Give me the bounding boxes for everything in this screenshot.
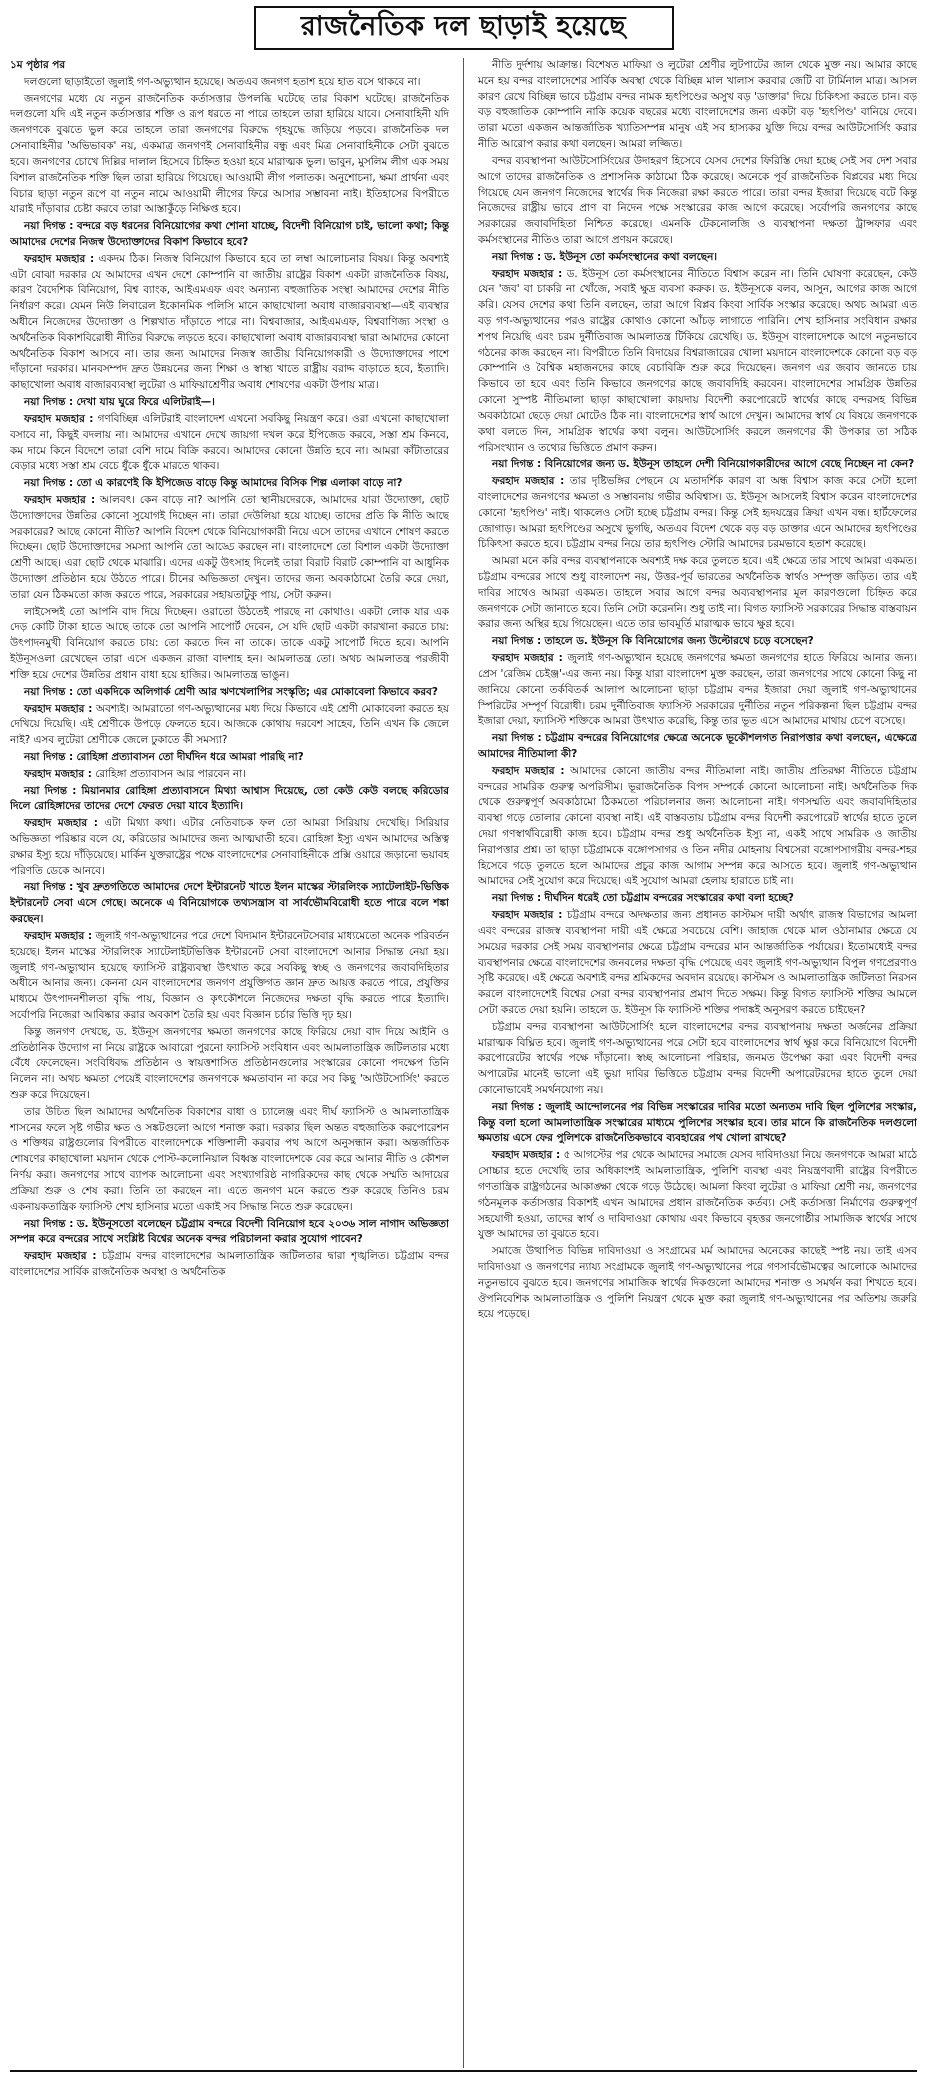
interviewee-label: ফরহাদ মজহার : <box>492 475 565 488</box>
paragraph-text: আমরা মনে করি বন্দর ব্যবস্থাপনাকে অবশ্যই দক্ষ করে তুলতে হবে। এই ক্ষেত্রে তার সাথে আমরা একমত। চট্টগ্রাম বন্দরের সাথে শুধু বাংলাদেশ নয়, উত্তর-পূর্ব ভারতের অর্থনৈতিক স্বার্থও সম্পৃক্ত জড়িত। তার এই দাবির সাথেও আমরা একমত। তাহলে সবার আগে বন্দর অব্যবস্থাপনার মূল কারণগুলো চিহ্নিত করে জনগণকে সেটা জানাতে হবে। তিনি সেটা করেননি। শুধু তাই না। বিগত ফ্যাসিস্ট সরকারের সিদ্ধান্ত বাস্তবায়ন করার জন্য অস্থির হয়ে গিয়েছেন। এতে তার ভাবমূর্তি মারাত্মক ভাবে ক্ষুণ্ণ হবে। <box>478 555 917 631</box>
interviewer-label: নয়া দিগন্ত : <box>24 881 74 894</box>
body-paragraph <box>10 92 449 219</box>
paragraph-text: চট্টগ্রাম বন্দর ব্যবস্থাপনা আউটসোর্সিং হলে বাংলাদেশের বন্দর ব্যবস্থাপনায় দক্ষতা অর্জনের প্রক্রিয়া মারাত্মক বিঘ্নিত হবে। জুলাই গণ-অভ্যুত্থানের পরে সেটা হবে বাংলাদেশের স্বার্থ ক্ষুণ্ণ করে বিনিয়োগে বিদেশী করপোরেটের স্বার্থের পক্ষে দাঁড়ানো। স্বচ্ছ আলোচনা পরিহার, জনমত উপেক্ষা করা এবং বিদেশী বন্দর অপারেটর মানেই ভালো এই ভুয়া দাবির ভিত্তিতে চট্টগ্রাম বন্দর বিদেশী অপারেটরদের হাতে তুলে দেয়া কোনোভাবেই সমর্থনযোগ্য নয়। <box>478 1020 917 1096</box>
interviewee-label: ফরহাদ মজহার : <box>24 252 95 265</box>
answer-paragraph <box>10 412 449 475</box>
body-paragraph <box>10 605 449 684</box>
body-paragraph <box>478 1020 917 1099</box>
paragraph-text: দীর্ঘদিন ধরেই তো চট্টগ্রাম বন্দরের সংস্কারের কথা বলা হচ্ছে? <box>544 892 794 905</box>
column-divider <box>463 58 464 2068</box>
interviewer-label: নয়া দিগন্ত : <box>492 635 542 648</box>
interviewee-label: ফরহাদ মজহার : <box>24 702 93 715</box>
interviewer-label: নয়া দিগন্ত : <box>24 784 77 797</box>
interviewee-label: ফরহাদ মজহার : <box>492 1149 561 1162</box>
interviewer-label: নয়া দিগন্ত : <box>24 1217 74 1230</box>
headline-box <box>254 6 674 50</box>
interviewer-label: নয়া দিগন্ত : <box>24 750 74 763</box>
question-paragraph <box>10 1217 449 1249</box>
paragraph-text: খুব দ্রুতগতিতে আমাদের দেশে ইন্টারনেট খাতে ইলন মাস্কের স্টারলিংক স্যাটেলাইট-ভিত্তিক ইন্টারনেট সেবা এসে গেছে। অনেকে এ বিনিয়োগকে তথ্যসন্ত্রাস বা সার্বভৌমবিরোধী হতে পারে বলে শঙ্কা করছেন। <box>10 881 449 926</box>
paragraph-text: লাইসেন্সই তো আপনি বাদ দিয়ে দিচ্ছেন। ওরাতো উঠতেই পারছে না কোথাও। একটা লোক যার এক দেড় কোটি টাকা হাতে আছে তাকে তো আপনি সাপোর্ট দেবেন, সে যদি ছোট একটা কারখানা করতে চায়: উৎপাদনমুখী বিনিয়োগ করতে চায়: তো করতে দিন না তাকে। তাকে একটু সাপোর্ট দিতে হবে। আপনি ইউনূসওলা রেখেছেন তারা এসে একজন রাজা বাদশাহ হন। আমলাতন্ত্র তো। অথচ আমলাতন্ত্র পরজীবী শক্তি হয়ে দেশের উন্নতির প্রধান বাধা হয়ে হাজির। আমলাতন্ত্র ভাঙুন। <box>10 605 449 681</box>
interviewee-label: ফরহাদ মজহার : <box>492 652 563 665</box>
paragraph-text: গণবিচ্ছিন্ন এলিটরাই বাংলাদেশ এখনো সবকিছু নিয়ন্ত্রণ করে। ওরা এখনো কাছাখোলা বসাবে না, কিছুই বদলায় না। আমাদের এখানে দেখে জায়গা দখল করে ইপিজেড করবে, সস্তা শ্রম কিনবে, কম দামে কিনে বিদেশে তারা বেশি দামে বিক্রি করবে। আমাদের কোনো উন্নতি হবে না। আমরা কাঁটাতারের বেড়ার মধ্যে সস্তা শ্রম বেচে ধুঁকে ধুঁকে মারতে থাকব। <box>10 412 449 473</box>
interviewee-label: ফরহাদ মজহার : <box>24 1250 97 1263</box>
paragraph-text: তো এ কারণেই কি ইপিজেড বাড়ে কিন্তু আমাদের বিসিক শিল্প এলাকা বাড়ে না? <box>76 477 403 490</box>
answer-paragraph <box>478 908 917 1019</box>
body-paragraph <box>10 75 449 91</box>
paragraph-text: ৫ আগস্টের পর থেকে আমাদের সমাজে যেসব দাবিদাওয়া নিয়ে জনগণকে আমরা মাঠে সোচ্চার হতে দেখেছি তার অধিকাংশই আমলাতান্ত্রিক, পুলিশি ব্যবস্থা এবং নিয়ন্ত্রণবাদী রাষ্ট্রের বিপরীতে গণতান্ত্রিক রাষ্ট্রগঠনের আকাঙ্ক্ষা থেকে গড়ে উঠেছে। আমলা কিংবা লুটেরা ও মাফিয়া শ্রেণী নয়, জনগণের গঠনমূলক কর্তাসত্তার বিকাশই এখন আমাদের প্রধান রাজনৈতিক কর্তব্য। সেই কর্তাসত্তা নির্মাণের গুরুত্বপূর্ণ সহযোগী হওয়া, তাদের স্বার্থ ও দাবিদাওয়া কোথায় এবং কিভাবে বৃহত্তর জনগোষ্ঠীর সামাজিক স্বার্থের সাথে যুক্ত আমাদের তা বুঝতে হবে। <box>478 1149 917 1241</box>
paragraph-text: আমাদের কোনো জাতীয় বন্দর নীতিমালা নাই। জাতীয় প্রতিরক্ষা নীতিতে চট্টগ্রাম বন্দরের সামরিক গুরুত্ব অপরিসীম। ভূরাজনৈতিক বিপদ সম্পর্কে কোনো আলোচনা নাই। অর্থনৈতিক দিক থেকে গুরুত্বপূর্ণ অবকাঠামো ঠিকমতো পরিচালনার জন্য আলোচনা নাই। গণসম্মতি এবং জবাবদিহিতার ব্যবস্থা গড়ে তোলার কোনো ব্যবস্থা নাই। এই বাস্তবতায় চট্টগ্রাম বন্দর বিদেশী করপোরেট স্বার্থের হাতে তুলে দেয়া গণস্বার্থবিরোধী কাজ হবে। চট্টগ্রাম বন্দর শুধু অর্থনৈতিক ইস্যু না, একই সাথে সামরিক ও জাতীয় নিরাপত্তার প্রশ্ন। তা ছাড়া চট্টগ্রামকে বঙ্গোপসাগর ও তিন নদীর মোহনায় বিশ্বসেরা বঙ্গোপসাগরীয় বন্দর-শহর হিসেবে গড়ে তুলতে হলে আমাদের প্রচুর কাজ আগাম সম্পন্ন করে আসতে হবে। জুলাই গণ-অভ্যুত্থান আমাদের সেই সুযোগ করে দিয়েছে। এই সুযোগ আমরা হেলায় হারাতে চাই না। <box>478 764 917 888</box>
interviewer-label: নয়া দিগন্ত : <box>24 685 74 698</box>
interviewer-label: নয়া দিগন্ত : <box>492 250 542 263</box>
paragraph-text: রোহিঙ্গা প্রত্যাবাসন তো দীর্ঘদিন ধরে আমরা পারছি না? <box>76 750 304 763</box>
left-column <box>10 58 449 2068</box>
body-paragraph <box>10 1105 449 1216</box>
paragraph-text: দেখা যায় ঘুরে ফিরে এলিটরাই—। <box>76 396 215 409</box>
question-paragraph <box>10 880 449 927</box>
paragraph-text: জুলাই আন্দোলনের পর বিভিন্ন সংস্কারের দাবির মতো অন্যতম দাবি ছিল পুলিশের সংস্কার, কিন্তু বলা হলো আমলাতান্ত্রিক সংস্কারের মাধ্যমে পুলিশের সংস্কার হবে। তার মানে কি রাজনৈতিক দলগুলো ক্ষমতায় এসে ফের পুলিশকে রাজনৈতিকভাবে ব্যবহারের পথ খোলা রাখছে? <box>478 1100 917 1145</box>
question-paragraph <box>478 891 917 907</box>
paragraph-text: তার উচিত ছিল আমাদের অর্থনৈতিক বিকাশের বাধা ও চ্যালেঞ্জ এবং দীর্ঘ ফ্যাসিস্ট ও আমলাতান্ত্রিক শাসনের ফলে সৃষ্ট গভীর ক্ষত ও সঙ্কটগুলো আগে শনাক্ত করা। দরকার ছিল অন্তত বহুজাতিক করপোরেশন ও শক্তিধর রাষ্ট্রগুলোর বিপরীতে বাংলাদেশকে শক্তিশালী করবার পথ আগে অনুসন্ধান করা। অন্তর্জাতিক শোষণের কাছাখোলা ময়দান থেকে পোস্ট-কলোনিয়াল বিধ্বস্ত বাংলাদেশকে বের করে আনার নীতি ও কৌশল নির্ণয় করা। জনগণের সাথে ব্যাপক আলোচনা এবং সংখ্যাগরিষ্ঠ নাগরিকদের কাছ থেকে সম্মতি আদায়ের প্রক্রিয়া শুরু ও শেষ করা। তিনি তা করছেন না। এতে জনগণ মনে করতে শুরু করেছে তিনিও চরম একনায়কতান্ত্রিক ফ্যাসিস্ট শেখ হাসিনার মতো একাই সব সিদ্ধান্ত নিতে শুরু করেছেন। <box>10 1105 449 1213</box>
answer-paragraph <box>10 929 449 1024</box>
question-paragraph <box>478 1100 917 1147</box>
interviewer-label: নয়া দিগন্ত : <box>492 892 542 905</box>
body-paragraph <box>10 1025 449 1104</box>
paragraph-text: মিয়ানমার রোহিঙ্গা প্রত্যাবাসনে মিথ্যা আশ্বাস দিয়েছে, তো কেউ কেউ বলছে করিডোর দিলে রোহিঙ্গাদের তাদের দেশে ফেরত দেয়া যাবে ইত্যাদি। <box>10 784 449 813</box>
question-paragraph <box>10 219 449 251</box>
question-paragraph <box>478 731 917 763</box>
answer-paragraph <box>478 764 917 891</box>
paragraph-text: কিন্তু জনগণ দেখছে, ড. ইউনূস জনগণের ক্ষমতা জনগণের কাছে ফিরিয়ে দেয়া বাদ দিয়ে আইনি ও প্রতিষ্ঠানিক উদ্যোগ না নিয়ে রাষ্ট্রকে আবারো পুরনো ফ্যাসিস্ট সংবিধান এবং আমলাতান্ত্রিক জটিলতার মধ্যে বেঁধে ফেলেছেন। সংবিধিবদ্ধ প্রতিষ্ঠান ও স্বায়ত্তশাসিত প্রতিষ্ঠানগুলোর সংস্কারের কোনো পদক্ষেপ তিনি নিলেন না। অথচ ক্ষমতা পেয়েই বাংলাদেশের জনগণকে ক্ষমতাবান না করে সব কিছু 'আউটসোর্সিং' করতে শুরু করে দিয়েছেন। <box>10 1025 449 1101</box>
headline: রাজনৈতিক দল ছাড়াই হয়েছে <box>300 10 627 42</box>
body-paragraph <box>478 58 917 153</box>
question-paragraph <box>10 395 449 411</box>
interviewee-label: ফরহাদ মজহার : <box>24 412 94 425</box>
interviewer-label: নয়া দিগন্ত : <box>492 458 542 471</box>
paragraph-text: আলবৎ। কেন বাড়ে না? আপনি তো স্থানীয়দেরকে, আমাদের যারা উদ্যোক্তা, ছোট উদ্যোক্তাদের উন্নতির কোনো সুযোগই দিচ্ছেন না। তারা দেউলিয়া হয়ে যাচ্ছে। তাদের প্রতি কি নীতি আছে সরকারের? আছে কোনো নীতি? আপনি বিদেশ থেকে বিনিয়োগকারী নিয়ে এসে তাদের এখানে শোষণ করতে দিচ্ছেন। ছোট উদ্যোক্তাদের সমস্যা আপনি তো আড্ডে করছেন না। বাংলাদেশে তো বিশাল একটা উদ্যোক্তা শ্রেণী আছে। এরা ছোট থেকে মাঝারি। এদের একটু উৎসাহ দিলেই তারা বিরাট বিরাট কোম্পানি বা আধুনিক উদ্যোক্তা প্রতিষ্ঠান হয়ে উঠতে পারে। চীনের অভিজ্ঞতা দেখুন। তাদের জন্য অবকাঠামো তৈরি করে দেয়া, তারা যেন ঠিকমতো কাজ করতে পারে, সরকারের সহায়তাটুকু পায়, সেটা করুন। <box>10 493 449 601</box>
paragraph-text: চট্টগ্রাম বন্দরের বিনিয়োগের ক্ষেত্রে অনেকে ভূকৌশলগত নিরাপত্তার কথা বলছেন, এক্ষেত্রে আমাদের নীতিমালা কী? <box>478 732 917 760</box>
paragraph-text: ড. ইউনূস তো কর্মসংস্থানের কথা বলছেন। <box>544 250 718 263</box>
answer-paragraph <box>10 816 449 879</box>
answer-paragraph <box>10 252 449 394</box>
right-column <box>478 58 917 2068</box>
question-paragraph <box>478 250 917 266</box>
answer-paragraph <box>10 767 449 783</box>
question-paragraph <box>10 476 449 492</box>
paragraph-text: অবশ্যই। আমরাতো গণ-অভ্যুত্থানের মধ্য দিয়ে কিভাবে এই শ্রেণী মোকাবেলা করতে হয় দেখিয়ে দিয়েছি। এই শ্রেণীকে উপড়ে ফেলতে হবে। আজকে কোথায় দরবেশ সাহেব, তিনি এখন কি জেলে নাই? এসব লুটেরা শ্রেণীকে জেলে ঢুকাতে কী সমস্যা? <box>10 702 449 747</box>
question-paragraph <box>10 685 449 701</box>
body-paragraph <box>478 554 917 633</box>
question-paragraph <box>478 634 917 650</box>
question-paragraph <box>10 750 449 766</box>
answer-paragraph <box>478 267 917 457</box>
paragraph-text: জনগণের মধ্যে যে নতুন রাজনৈতিক কর্তাসত্তার উপলব্ধি ঘটেছে তার বিকাশ ঘটেছে। রাজনৈতিক দলগুলো যদি এই নতুন কর্তাসত্তার শক্তি ও রূপ ধরতে না পারে তাহলে তারা হারিয়ে যাবে। সেনাবাহিনী যদি জনগণকে বুঝতে ভুল করে তাহলে তারা জনগণের বিরুদ্ধে গৃহযুদ্ধে জড়িয়ে পড়বে। রাজনৈতিক দল সেনাবাহিনীর 'অভিভাবক' নয়, একমাত্র জনগণই সেনাবাহিনীর বন্ধু এবং মিত্র সেনাবাহিনীকে সেটা বুঝতে হবে। জনগণের চোখে দিল্লির দালাল হিসেবে চিহ্নিত হওয়া হবে মারাত্মক ভুল। ভাবুন, মুসলিম লীগ এক সময় বিশাল রাজনৈতিক শক্তি ছিল তারা হারিয়ে গিয়েছে। আওয়ামী লীগ পলাতক। অনুশোচনা, ক্ষমা প্রার্থনা এবং বিচার ছাড়া নতুন রূপে বা নতুন নামে আওয়ামী লীগের ফিরে আসার সম্ভাবনা নাই। ইতিহাসের বিপরীতে যারাই দাঁড়াবার চেষ্টা করবে তারা আস্তাকুঁড়ে নিক্ষিপ্ত হবে। <box>10 92 449 216</box>
paragraph-text: সমাজে উত্থাপিত বিভিন্ন দাবিদাওয়া ও সংগ্রামের মর্ম আমাদের অনেকের কাছেই স্পষ্ট নয়। তাই এসব দাবিদাওয়া ও জনগণের ন্যায্য সংগ্রামকে জুলাই গণ-অভ্যুত্থানের পরে গণসার্বভৌমত্বের আলোকে আমাদের নতুনভাবে বুঝতে হবে। জনগণের সামাজিক স্বার্থের দিকগুলো আমাদের শনাক্ত ও সমর্থন করা শিখতে হবে। ঔপনিবেশিক আমলাতান্ত্রিক ও পুলিশি নিয়ন্ত্রণ থেকে মুক্ত করা জুলাই গণ-অভ্যুত্থানের পর অতিশয় জরুরি হয়ে পড়েছে। <box>478 1245 917 1321</box>
paragraph-text: নীতি দুর্দশায় আক্রান্ত। বিশেষত মাফিয়া ও লুটেরা শ্রেণীর লুটপাটের জাল থেকে মুক্ত নয়। আমার কাছে মনে হয় বন্দর বাংলাদেশের সার্বিক অবস্থা থেকে বিচ্ছিন্ন মাল খালাস করবার জেটি বা টার্মিনাল মাত্র। আসল কারণ রেখে বিচ্ছিন্ন ভাবে চট্টগ্রাম বন্দর নামক হৃৎপিণ্ডের অসুখ বড় 'ডাক্তার' দিয়ে চিকিৎসা করতে চান। বড় বড় বহুজাতিক কোম্পানি নাকি কয়েক বছরের মধ্যে বাংলাদেশের জন্য একটা বড় 'হৃৎপিণ্ড' বানিয়ে দেবে। তারা মতো একজন আন্তর্জাতিক খ্যাতিসম্পন্ন মানুষ এই সব হাস্যকর যুক্তি দিয়ে বন্দর আউটসোর্সিং করার নীতি আরোপ করার কথা বলছেন। আমরা লজ্জিত। <box>478 59 917 151</box>
interviewer-label: নয়া দিগন্ত : <box>492 1100 542 1113</box>
interviewer-label: নয়া দিগন্ত : <box>24 477 74 490</box>
paragraph-text: ড. ইউনূসতো বলেছেন চট্টগ্রাম বন্দরে বিদেশী বিনিয়োগ হবে ২০৩৬ সাল নাগাদ অভিজ্ঞতা সম্পন্ন করে বন্দরের সাথে সংশ্লিষ্ট বিশ্বের অনেক বন্দর পরিচালনা করার সুযোগ পাবেন? <box>10 1217 449 1246</box>
interviewee-label: ফরহাদ মজহার : <box>24 767 92 780</box>
answer-paragraph <box>478 1148 917 1243</box>
answer-paragraph <box>478 474 917 553</box>
continued-from-label: ১ম পৃষ্ঠার পর <box>10 59 66 71</box>
answer-paragraph <box>10 1249 449 1281</box>
body-paragraph <box>478 154 917 249</box>
answer-paragraph <box>10 702 449 749</box>
article-columns <box>10 58 917 2068</box>
question-paragraph <box>10 784 449 816</box>
footer-rule <box>10 2070 917 2072</box>
interviewer-label: নয়া দিগন্ত : <box>24 396 74 409</box>
paragraph-text: বন্দরে বড় ধরনের বিনিয়োগের কথা শোনা যাচ্ছে, বিদেশী বিনিয়োগ চাই, ভালো কথা; কিন্তু আমাদের দেশের নিজস্ব উদ্যোক্তাদের বিকাশ কিভাবে হবে? <box>10 220 449 248</box>
paragraph-text: চট্টগ্রাম বন্দরে অদক্ষতার জন্য প্রধানত কাস্টমস দায়ী অর্থাৎ রাজস্ব বিভাগের আমলা এবং বন্দরের রাজস্ব ব্যবস্থাপনা দায়ী এই ক্ষেত্রে সবচেয়ে বেশি। জাহাজ থেকে মাল ওঠানামার ক্ষেত্রে যে সময়ের দরকার সেই সময় ব্যবস্থাপনার ক্ষেত্রে চট্টগ্রাম বন্দরের মান আন্তর্জাতিক পর্যায়ের। ইতোমধ্যেই বন্দর ব্যবস্থাপনার ক্ষেত্রে বাংলাদেশের জনবলের দক্ষতা বৃদ্ধি পেয়েছে এবং জুলাই গণ-অভ্যুত্থান বিপুল গণপ্রেরণাও সৃষ্টি করেছে। এই ক্ষেত্রে অবশ্যই বন্দর শ্রমিকদের অবদান রয়েছে। কাস্টমস ও আমলাতান্ত্রিক জটিলতা নিরসন করলে বাংলাদেশেই বিশ্বের সেরা বন্দর ব্যবস্থাপনার প্রমাণ দিতে সক্ষম। কিন্তু বিগত ফ্যাসিস্ট শক্তির আমলে সেটা করতে দেয়া হয়নি। তাহলে ড. ইউনূস কি ফ্যাসিস্ট শক্তির পদাঙ্কই অনুসরণ করতে চাইছেন? <box>478 909 917 1016</box>
answer-paragraph <box>478 651 917 730</box>
body-paragraph <box>478 1244 917 1323</box>
paragraph-text: একদম ঠিক। নিজস্ব বিনিয়োগ কিভাবে হবে তা লম্বা আলোচনার বিষয়। কিন্তু অবশ্যই এটা বোঝা দরকার যে আমাদের এখন দেশে কোম্পানি বা জাতীয় রাষ্ট্রের বিকাশ একটা রাজনৈতিক বিষয়, কারণ বৈদেশিক বিনিয়োগ, বিশ্ব ব্যাংক, আইএমএফ এবং অন্যান্য বহুজাতিক সংস্থা আমাদের দেশের নীতি নির্ধারণ করে। যেমন নিউ লিবারেল ইকোনমিক পলিসি মানে কাছাখোলা অবাধ বাজারব্যবস্থা—এই ব্যবস্থার অধীনে নিজেদের উদ্যোক্তা ও শিল্পখাত দাঁড়াতে পারে না। বিশ্ববাজার, আইএমএফ, বিশ্ববাণিজ্য সংস্থা ও অর্থনৈতিক বিকাশবিরোধী নীতির বিরুদ্ধে লড়তে হবে। কাছাখোলা অবাধ বাজারব্যবস্থা দ্বারা আমাদের কোনো অর্থনৈতিক বিকাশ আসবে না। তার জন্য আমাদের নিজস্ব জাতীয় বিনিয়োগকারী ও উদ্যোক্তাদের পাশে দাঁড়ানো দরকার। মানবসম্পদ দ্রুত উন্নয়নের জন্য শিক্ষা ও স্বাস্থ্য খাতে রাষ্ট্রীয় বরাদ্দ বাড়াতে হবে, ইত্যাদি। কাছাখোলা অবাধ বাজারব্যবস্থা লুটেরা ও মাফিয়াশ্রেণীর অবাধ শোষণের একটা উপায় মাত্র। <box>10 252 449 392</box>
interviewee-label: ফরহাদ মজহার : <box>492 267 563 280</box>
paragraph-text: জুলাই গণ-অভ্যুত্থানের পরে দেশে বিদ্যমান ইন্টারনেটসেবার মাধ্যমেতো অনেক পরিবর্তন হয়েছে। ইলন মাস্কের স্টারলিংক স্যাটেলাইটভিত্তিক ইন্টারনেট সেবা বাংলাদেশে আনার সিদ্ধান্ত নেয়া হয়। জুলাই গণ-অভ্যুত্থান হয়েছে ফ্যাসিস্ট রাষ্ট্রব্যবস্থা উৎখাত করে সবকিছু স্বচ্ছ ও জনগণের জবাবদিহিতার অধীনে আনার জন্য। কেননা যেন বাংলাদেশের জনগণ প্রযুক্তিগত জ্ঞান দ্রুত আয়ত্ত করতে পারে, প্রযুক্তির মাধ্যমে উৎপাদনশীলতা বৃদ্ধি পায়, বিজ্ঞান ও কৃৎকৌশলে নিজেদের দক্ষতা বৃদ্ধি করতে পারে ইত্যাদি। সর্বোপরি নিজেরা আবিষ্কার করার অবকাশ তৈরি হয় এবং বিজ্ঞান চর্চার ভিত্তি দৃঢ় হয়। <box>10 929 449 1021</box>
paragraph-text: তাহলে ড. ইউনূস কি বিনিয়োগের জন্য উল্টোরথে চড়ে বসেছেন? <box>544 635 814 648</box>
paragraph-text: দলগুলো ছাড়াইতো জুলাই গণ-অভ্যুত্থান হয়েছে। অতএব জনগণ হতাশ হয়ে হাত বসে থাকবে না। <box>24 75 421 88</box>
paragraph-text: বিনিয়োগের জন্য ড. ইউনূস তাহলে দেশী বিনিয়োগকারীদের আগে বেছে নিচ্ছেন না কেন? <box>544 458 915 471</box>
interviewer-label: নয়া দিগন্ত : <box>492 732 542 745</box>
paragraph-text: বন্দর ব্যবস্থাপনা আউটসোর্সিংয়ের উদাহরণ হিসেবে যেসব দেশের ফিরিস্তি দেয়া হচ্ছে সেই সব দেশ সবার আগে তাদের রাজনৈতিক ও প্রশাসনিক কাঠামো ঠিক করেছে। অনেকে পূর্ব রাজনৈতিক বিপ্লবের মধ্য দিয়ে গিয়েছে যেন জনগণ নিজেদের স্বার্থের দিক নিজেরা রক্ষা করতে পারে। তারা বন্দর ইজারা দিয়েছে বটে কিন্তু নিজেদের রাষ্ট্রীয় ভাবে প্রাণ বা নিদেন পক্ষে সংস্কারের কাজ আগে করেছে। সর্বোপরি জনগণের কাছে সরকারের জবাবদিহিতা নিশ্চিত করেছে। এমনকি টেকনোলজি ও ব্যবস্থাপনা দক্ষতা ট্রান্সফার এবং কর্মসংস্থানের নীতিও তারা আগে প্রণয়ন করেছে। <box>478 154 917 246</box>
paragraph-text: এটা মিথ্যা কথা। এটার নেতিবাচক ফল তো আমরা সিরিয়ায় দেখেছি। সিরিয়ার অভিজ্ঞতা পরিষ্কার বলে যে, করিডোর আমাদের জন্য আত্মঘাতী হবে। রোহিঙ্গা ইস্যু এখন আমাদের অস্তিত্ব রক্ষার ইস্যু হয়ে দাঁড়িয়েছে। মার্কিন যুক্তরাষ্ট্রের পক্ষে বাংলাদেশের সেনাবাহিনীকে প্রক্সি ওয়ারে জড়ানো ভয়াবহ পরিণতি ডেকে আনবে। <box>10 817 449 877</box>
question-paragraph <box>478 457 917 473</box>
paragraph-text: চট্টগ্রাম বন্দর বাংলাদেশের আমলাতান্ত্রিক জটিলতার দ্বারা শৃঙ্খলিত। চট্টগ্রাম বন্দর বাংলাদেশের সার্বিক রাজনৈতিক অবস্থা ও অর্থনৈতিক <box>10 1250 449 1278</box>
paragraph-text: জুলাই গণ-অভ্যুত্থান হয়েছে জনগণের ক্ষমতা জনগণের হাতে ফিরিয়ে আনার জন্য। প্রেস 'রেজিম চেইঞ্জ'-এর জন্য নয়। কিন্তু যারা বাংলাদেশ মুক্ত করছেন, তারা জনগণের সাথে কোনো কিছু না জানিয়ে কোনো তর্কবিতর্ক আলাপ আলোচনা ছাড়া চট্টগ্রাম বন্দর ইজারা দেয়া জুলাই গণ-অভ্যুত্থানের স্পিরিটের সম্পূর্ণ বিরোধী। চরম দুর্নীতিবাজ ফ্যাসিস্ট সরকারের দুর্নীতির নতুন পরিকল্পনা ছিল চট্টগ্রাম বন্দর ইজারা দেয়া, ফ্যাসিস্ট শক্তিকে আমরা উৎখাত করেছি, কিন্তু তার ভূত এসে আমাদের মাথায় চেপে বসেছে। <box>478 652 917 728</box>
interviewee-label: ফরহাদ মজহার : <box>492 764 565 777</box>
paragraph-text: তার দৃষ্টিভঙ্গির পেছনে যে মতাদর্শিক কারণ বা অন্ধ বিশ্বাস কাজ করে সেটা হলো বাংলাদেশের জনগণের ক্ষমতা ও সম্ভাবনায় গভীর অবিশ্বাস। ড. ইউনূস আসলেই বিশ্বাস করেন বাংলাদেশের কোনো 'হৃৎপিণ্ড' নাই। থাকলেও সেটা হচ্ছে চট্টগ্রাম বন্দর। কিন্তু সেই হৃদযন্ত্রের ক্রিয়া এখন বন্ধ। হার্টফেলের জোগাড়। আমরা হৃৎপিণ্ডের অসুখে ভুগছি, অতএব বিদেশ থেকে বড় বড় ডাক্তার এনে আমাদের হৃৎপিণ্ডের চিকিৎসা করতে হবে। চট্টগ্রাম বন্দর নিয়ে তার হৃৎপিণ্ড স্টোরি আমাদের চরমভাবে হতাশ করেছে। <box>478 475 917 551</box>
paragraph-text: তো একদিকে অলিগার্ক শ্রেণী আর ঋণখেলাপির সংস্কৃতি; এর মোকাবেলা কিভাবে করব? <box>76 685 438 698</box>
paragraph-text: রোহিঙ্গা প্রত্যাবাসন আর পারবেন না। <box>95 767 246 780</box>
interviewee-label: ফরহাদ মজহার : <box>24 493 96 506</box>
answer-paragraph <box>10 493 449 604</box>
paragraph-text: ড. ইউনূস তো কর্মসংস্থানের নীতিতে বিশ্বাস করেন না। তিনি ঘোষণা করেছেন, কেউ যেন 'জব' বা চাকরি না খোঁজে, সবাই ক্ষুদ্র ব্যবসা করুক। ড. ইউনূসকে বলব, আসুন, আগের কাজ আগে করি। যেসব দেশের কথা তিনি বলছেন, তারা আগে বিপ্লব কিংবা সার্বিক সংস্কার করেছে। অথচ আমরা এত বড় গণ-অভ্যুত্থানের পরও রাষ্ট্রের কোথাও কোনো আঁচড় লাগাতে পারিনি। শেখ হাসিনার সংবিধান রক্ষার শপথ নিয়েছি এবং চরম দুর্নীতিবাজ আমলাতন্ত্র টিকিয়ে রেখেছি। ড. ইউনূস বাংলাদেশকে আগে নতুনভাবে গঠনের কাজ করছেন না। বিপরীতে তিনি বিদায়ের বিশ্বরাজারের খোলা ময়দানে বাংলাদেশকে কোনো বড় বড় কোম্পানি ও বৈশ্বিক মহাজনদের কাছে বেচাবিক্রি শুরু করে দিয়েছেন। জনগণ এর জবাব জানতে চায় কিভাবে তা হবে এবং তিনি কিভাবে জনগণের কাছে জবাবদিহি করবেন। বাংলাদেশের সামগ্রিক উন্নতির কোনো সুস্পষ্ট নীতিমালা ছাড়া কাছাখোলা কায়দায় বিদেশী করপোরেটে স্বার্থের কাছে বন্দরসহ বিভিন্ন অবকাঠামো ছেড়ে দেয়া মোটেও ঠিক না। বাংলাদেশের স্বার্থ আগে দেখুন। আমাদের স্বার্থ যে বিষয়ে জনগণকে কথা বলতে দিন, সামগ্রিক স্বার্থের কথা বলুন। আউটসোর্সিং করলে জনগণের কী উপকার তা সঠিক পরিসংখ্যান ও তথ্যের ভিত্তিতে প্রমাণ করুন। <box>478 267 917 454</box>
interviewer-label: নয়া দিগন্ত : <box>24 220 74 233</box>
interviewee-label: ফরহাদ মজহার : <box>24 929 92 942</box>
interviewee-label: ফরহাদ মজহার : <box>24 817 98 830</box>
interviewee-label: ফরহাদ মজহার : <box>492 909 563 922</box>
